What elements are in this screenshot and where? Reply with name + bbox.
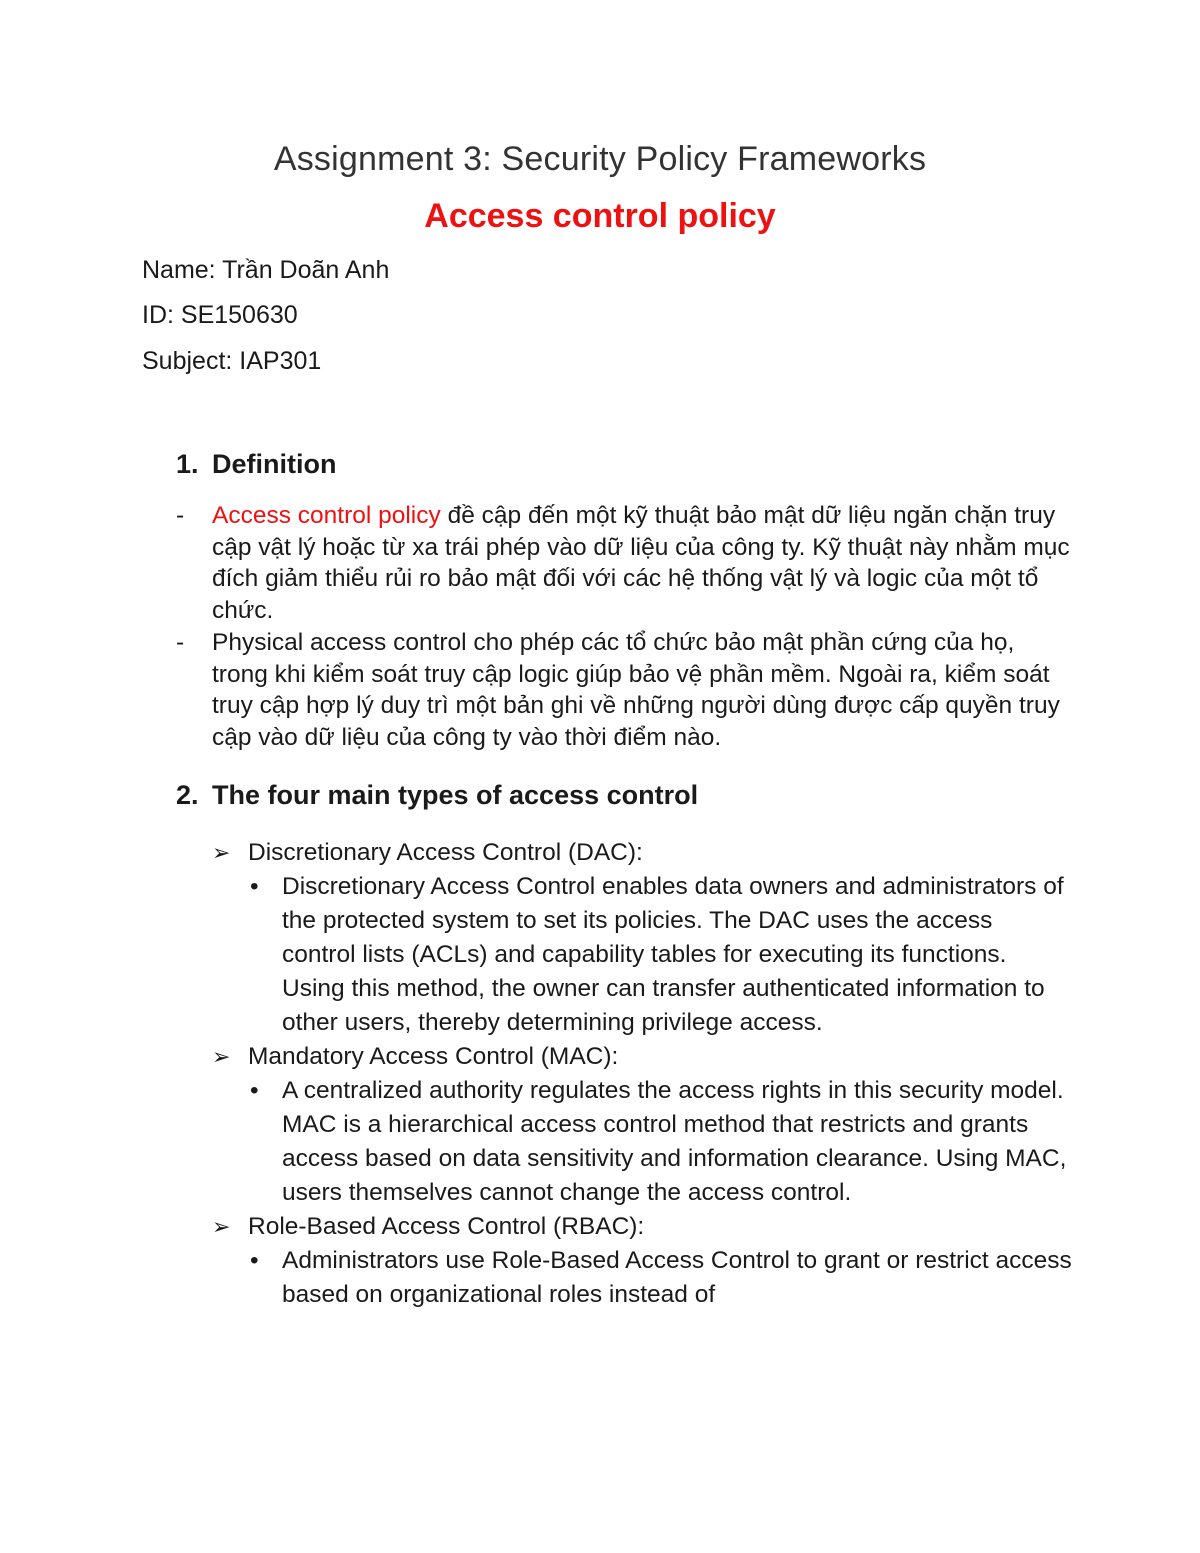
type-description-dac xyxy=(212,870,1072,1040)
arrow-bullet-icon: ➢ xyxy=(212,840,231,865)
type-label: Role-Based Access Control (RBAC): xyxy=(248,1213,645,1240)
arrow-bullet-icon: ➢ xyxy=(212,1044,231,1069)
definition-list xyxy=(176,500,1076,754)
student-name: Name: Trần Doãn Anh xyxy=(142,256,390,284)
definition-item xyxy=(176,500,1076,626)
access-control-types-list xyxy=(212,836,1072,1312)
type-item-mac xyxy=(212,1040,1072,1074)
bullet-dot-icon: • xyxy=(250,873,259,900)
type-description: A centralized authority regulates the access rights in this security model. MAC is a hierarchical access control method that restricts and grants access based on data sensitivity and information clearance. Using MAC, users themselves cannot change the access control. xyxy=(282,1077,1067,1206)
section-title: Definition xyxy=(212,449,337,479)
dash-marker: - xyxy=(176,502,185,529)
document-subtitle: Access control policy xyxy=(424,197,776,235)
bullet-dot-icon: • xyxy=(250,1247,259,1274)
highlight-term: Access control policy xyxy=(212,502,441,529)
type-description: Discretionary Access Control enables data owners and administrators of the protected system to set its policies. The DAC uses the access control lists (ACLs) and capability tables for executing its functions. Using this method, the owner can transfer authenticated information to other users, thereby determining privilege access. xyxy=(282,873,1064,1036)
section-heading-definition xyxy=(176,449,336,480)
type-description-rbac xyxy=(212,1244,1072,1312)
type-item-rbac xyxy=(212,1210,1072,1244)
type-item-dac xyxy=(212,836,1072,870)
dash-marker: - xyxy=(176,629,185,656)
section-number: 1. xyxy=(176,449,199,479)
subject-code: Subject: IAP301 xyxy=(142,347,322,375)
bullet-dot-icon: • xyxy=(250,1077,259,1104)
section-number: 2. xyxy=(176,780,199,810)
type-description-mac xyxy=(212,1074,1072,1210)
type-label: Discretionary Access Control (DAC): xyxy=(248,839,643,866)
definition-text: đề cập đến một kỹ thuật bảo mật dữ liệu ngăn chặn truy cập vật lý hoặc từ xa trái phép vào dữ liệu của công ty. Kỹ thuật này nhằm mục đích giảm thiểu rủi ro bảo mật đối với các hệ thống vật lý và logic của một tổ chức. xyxy=(212,502,1070,624)
arrow-bullet-icon: ➢ xyxy=(212,1214,231,1239)
type-label: Mandatory Access Control (MAC): xyxy=(248,1043,619,1070)
student-id: ID: SE150630 xyxy=(142,301,298,329)
definition-item xyxy=(176,627,1076,753)
definition-text: Physical access control cho phép các tổ chức bảo mật phần cứng của họ, trong khi kiểm soát truy cập logic giúp bảo vệ phần mềm. Ngoài ra, kiểm soát truy cập hợp lý duy trì một bản ghi về những người dùng được cấp quyền truy cập vào dữ liệu của công ty vào thời điểm nào. xyxy=(212,629,1060,751)
section-heading-types xyxy=(176,780,698,811)
type-description: Administrators use Role-Based Access Control to grant or restrict access based on organizational roles instead of xyxy=(282,1247,1072,1308)
document-title: Assignment 3: Security Policy Frameworks xyxy=(273,140,927,178)
section-title: The four main types of access control xyxy=(212,780,699,810)
